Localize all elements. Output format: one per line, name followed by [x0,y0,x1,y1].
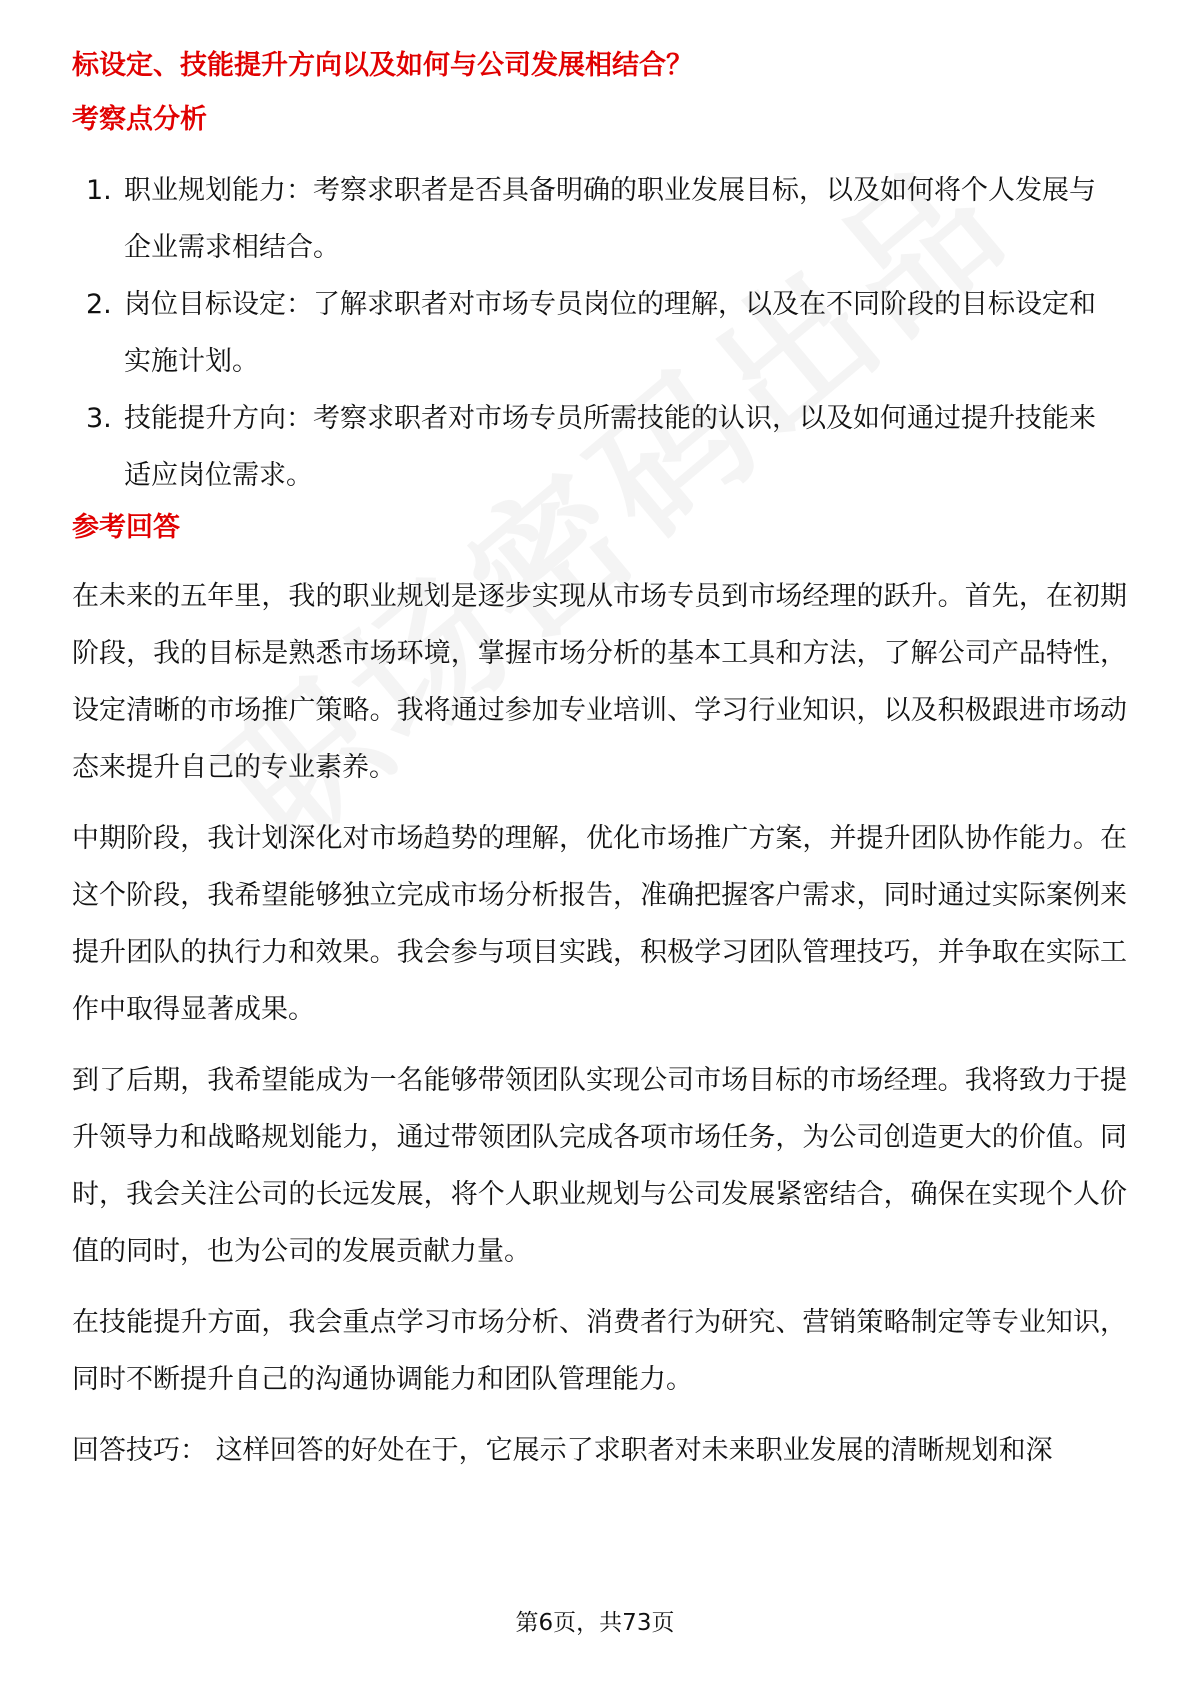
list-number: 3. [86,403,112,434]
list-item [72,276,1122,390]
list-number: 2. [86,289,112,320]
list-item [72,390,1122,504]
page-number: 第6页，共73页 [515,1610,675,1636]
list-number: 1. [86,175,112,206]
analysis-list [72,162,1122,504]
list-item [72,162,1122,276]
answer-heading: 参考回答 [72,512,180,543]
answer-tip: 回答技巧： 这样回答的好处在于，它展示了求职者对未来职业发展的清晰规划和深 [72,1435,1053,1466]
answer-paragraph: 在未来的五年里，我的职业规划是逐步实现从市场专员到市场经理的跃升。首先，在初期阶段，我的目标是熟悉市场环境，掌握市场分析的基本工具和方法，了解公司产品特性，设定清晰的市场推广策略。我将通过参加专业培训、学习行业知识，以及积极跟进市场动态来提升自己的专业素养。 [72,581,1127,783]
analysis-heading: 考察点分析 [72,104,207,135]
question-title-continuation: 标设定、技能提升方向以及如何与公司发展相结合？ [72,50,693,81]
list-text: 技能提升方向：考察求职者对市场专员所需技能的认识，以及如何通过提升技能来适应岗位需求。 [124,403,1096,491]
answer-paragraph: 中期阶段，我计划深化对市场趋势的理解，优化市场推广方案，并提升团队协作能力。在这个阶段，我希望能够独立完成市场分析报告，准确把握客户需求，同时通过实际案例来提升团队的执行力和效果。我会参与项目实践，积极学习团队管理技巧，并争取在实际工作中取得显著成果。 [72,823,1127,1025]
answer-paragraph: 到了后期，我希望能成为一名能够带领团队实现公司市场目标的市场经理。我将致力于提升领导力和战略规划能力，通过带领团队完成各项市场任务，为公司创造更大的价值。同时，我会关注公司的长远发展，将个人职业规划与公司发展紧密结合，确保在实现个人价值的同时，也为公司的发展贡献力量。 [72,1065,1127,1267]
list-text: 岗位目标设定：了解求职者对市场专员岗位的理解，以及在不同阶段的目标设定和实施计划。 [124,289,1096,377]
answer-paragraph: 在技能提升方面，我会重点学习市场分析、消费者行为研究、营销策略制定等专业知识，同时不断提升自己的沟通协调能力和团队管理能力。 [72,1307,1127,1395]
list-text: 职业规划能力：考察求职者是否具备明确的职业发展目标，以及如何将个人发展与企业需求相结合。 [124,175,1096,263]
